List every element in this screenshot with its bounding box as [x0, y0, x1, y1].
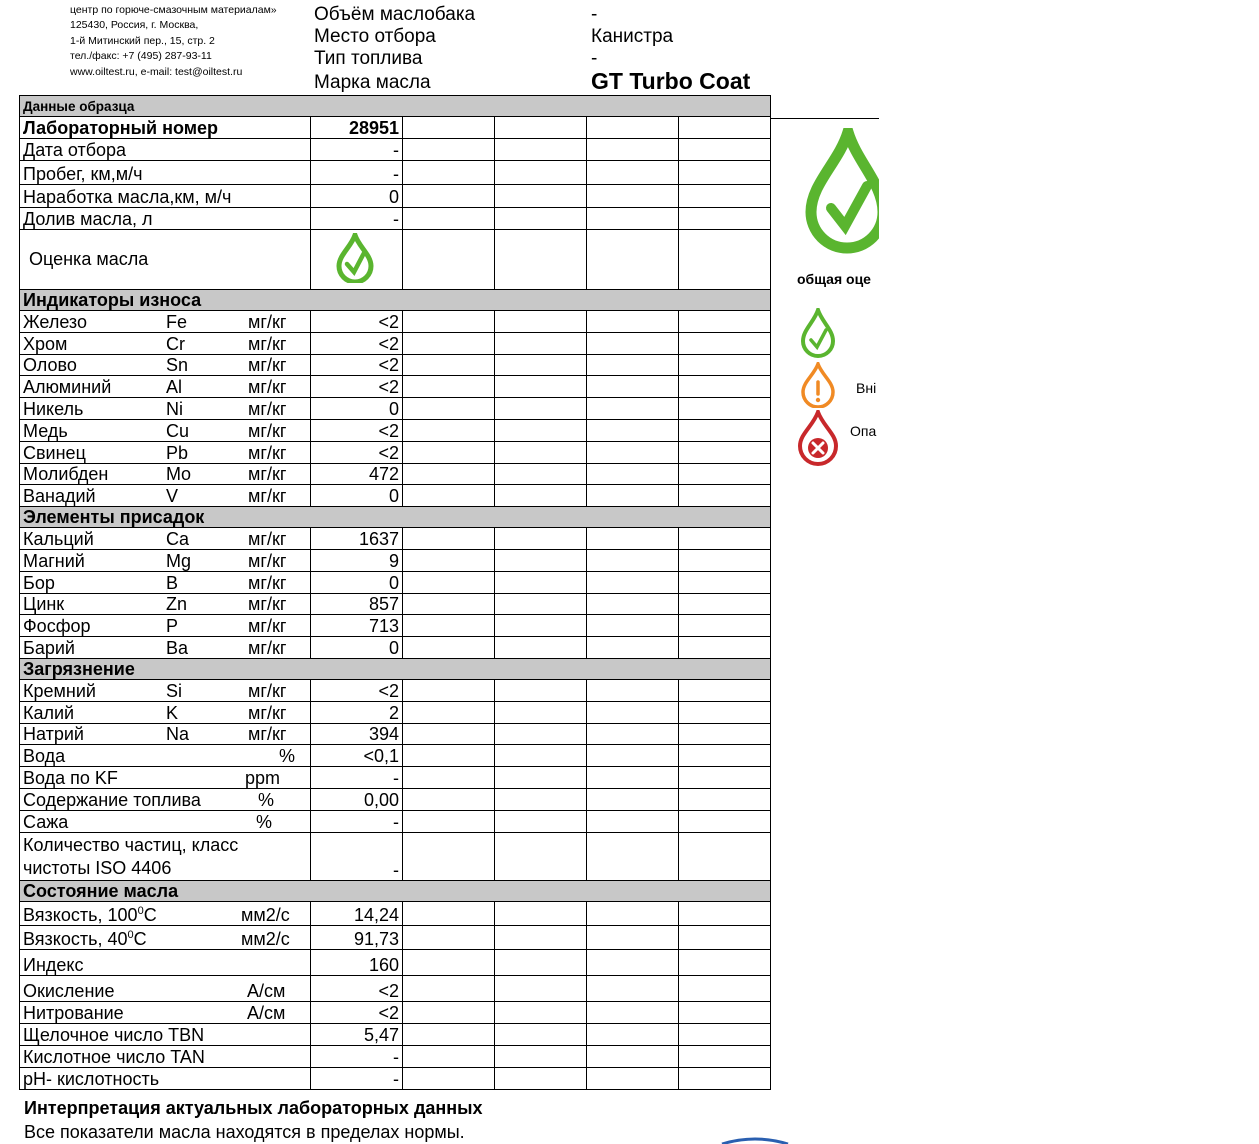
table-row — [20, 549, 771, 571]
element-symbol: Pb — [166, 442, 189, 463]
row-value: 0,00 — [311, 789, 403, 811]
element-symbol: Si — [166, 680, 183, 701]
viscosity-name: Вязкость, 100 — [23, 905, 138, 926]
legend-ok-drop-icon — [800, 308, 836, 358]
table-row — [20, 679, 771, 701]
element-symbol: Fe — [166, 311, 188, 332]
row-value: 0 — [311, 571, 403, 593]
table-row — [20, 811, 771, 833]
table-row — [20, 637, 771, 659]
table-row — [20, 1046, 771, 1068]
row-value: - — [311, 139, 403, 161]
row-label-cell — [20, 593, 311, 615]
row-label-cell — [20, 1068, 311, 1090]
tank-volume-label: Объём маслобака — [314, 4, 476, 25]
degree-sup: 0 — [137, 905, 144, 918]
legend-attention-label: Вні — [856, 380, 877, 396]
row-value: <2 — [311, 419, 403, 441]
company-line: 125430, Россия, г. Москва, — [70, 19, 199, 32]
row-name: Нитрование — [23, 1003, 124, 1024]
row-label-cell — [20, 701, 311, 723]
row-name: Окисление — [23, 981, 115, 1002]
row-label-cell — [20, 1046, 311, 1068]
particles-label-cell — [20, 833, 311, 881]
viscosity-unit: мм2/с — [241, 929, 290, 950]
row-label-cell — [20, 398, 311, 420]
section-header-contamination — [20, 658, 771, 679]
table-row — [20, 419, 771, 441]
particles-row — [20, 833, 771, 881]
table-row — [20, 311, 771, 333]
row-label-cell — [20, 745, 311, 767]
element-symbol: Cu — [166, 420, 190, 441]
element-name: Цинк — [23, 594, 65, 615]
element-unit: мг/кг — [248, 355, 287, 376]
row-label-cell — [20, 485, 311, 507]
row-value: - — [311, 208, 403, 230]
element-symbol: K — [166, 702, 179, 723]
ok-drop-icon — [335, 233, 375, 283]
row-label-cell — [20, 1002, 311, 1024]
row-name: Содержание топлива — [23, 790, 201, 811]
element-name: Никель — [23, 398, 84, 419]
element-symbol: P — [166, 616, 179, 637]
row-label-cell — [20, 950, 311, 976]
element-unit: мг/кг — [248, 550, 287, 571]
viscosity-label-cell — [20, 902, 311, 926]
legend-danger-drop-icon — [797, 410, 839, 466]
row-value: 394 — [311, 723, 403, 745]
company-line: тел./факс: +7 (495) 287-93-11 — [70, 50, 212, 63]
element-name: Ванадий — [23, 486, 96, 507]
oil-brand-label: Марка масла — [314, 72, 431, 93]
table-row — [20, 528, 771, 550]
row-value: - — [311, 1046, 403, 1068]
element-unit: мг/кг — [248, 398, 287, 419]
element-unit: мг/кг — [248, 486, 287, 507]
section-title: Загрязнение — [20, 658, 771, 679]
celsius: С — [133, 929, 147, 950]
row-label-cell — [20, 571, 311, 593]
element-unit: мг/кг — [248, 724, 287, 745]
viscosity-value: 91,73 — [311, 926, 403, 950]
element-name: Молибден — [23, 464, 109, 485]
element-unit: мг/кг — [248, 333, 287, 354]
element-unit: мг/кг — [248, 594, 287, 615]
section-header-wear — [20, 290, 771, 311]
row-label-cell — [20, 976, 311, 1002]
table-row — [20, 161, 771, 185]
row-label-cell — [20, 332, 311, 354]
element-symbol: Ba — [166, 637, 189, 658]
row-value: - — [311, 811, 403, 833]
table-row — [20, 1024, 771, 1046]
degree-sup: 0 — [127, 929, 134, 942]
row-unit: ppm — [245, 768, 281, 789]
interpretation-title: Интерпретация актуальных лабораторных данных — [24, 1098, 483, 1118]
row-label-cell — [20, 637, 311, 659]
table-row — [20, 1002, 771, 1024]
element-name: Бор — [23, 572, 55, 593]
row-label-cell — [20, 1024, 311, 1046]
element-symbol: Na — [166, 724, 190, 745]
row-name: Кислотное число TAN — [23, 1047, 205, 1068]
section-title: Данные образца — [20, 96, 771, 117]
element-name: Кремний — [23, 680, 96, 701]
celsius: С — [143, 905, 157, 926]
element-name: Барий — [23, 637, 75, 658]
row-label-cell — [20, 528, 311, 550]
table-row — [20, 485, 771, 507]
viscosity-name: Вязкость, 40 — [23, 929, 128, 950]
row-value: <2 — [311, 311, 403, 333]
element-name: Хром — [23, 333, 68, 354]
table-row — [20, 767, 771, 789]
row-value: 160 — [311, 950, 403, 976]
row-label: Наработка масла,км, м/ч — [20, 185, 311, 208]
row-label-cell — [20, 723, 311, 745]
row-value: 857 — [311, 593, 403, 615]
row-label-cell — [20, 679, 311, 701]
element-name: Свинец — [23, 442, 86, 463]
row-value: 0 — [311, 485, 403, 507]
element-name: Алюминий — [23, 377, 112, 398]
row-label: Дата отбора — [20, 139, 311, 161]
row-value: 5,47 — [311, 1024, 403, 1046]
section-title: Индикаторы износа — [20, 290, 771, 311]
row-value: <2 — [311, 354, 403, 376]
element-unit: мг/кг — [248, 420, 287, 441]
section-title: Элементы присадок — [20, 507, 771, 528]
element-symbol: Zn — [166, 594, 188, 615]
row-value: 0 — [311, 185, 403, 208]
row-name: pH- кислотность — [23, 1069, 160, 1090]
table-row — [20, 571, 771, 593]
table-row — [20, 376, 771, 398]
legend-danger-label: Опа — [850, 423, 877, 439]
particles-label-line: чистоты ISO 4406 — [23, 858, 172, 879]
row-label-cell — [20, 311, 311, 333]
row-label-cell — [20, 811, 311, 833]
element-symbol: Sn — [166, 355, 189, 376]
viscosity-label — [23, 902, 241, 925]
header-divider — [771, 118, 879, 119]
element-symbol: Mg — [166, 550, 192, 571]
company-info — [70, 3, 277, 80]
table-row — [20, 332, 771, 354]
row-label-cell — [20, 767, 311, 789]
element-unit: мг/кг — [248, 528, 287, 549]
section-title: Состояние масла — [20, 881, 771, 902]
section-header-condition — [20, 881, 771, 902]
sampling-place-value: Канистра — [591, 26, 674, 47]
table-row — [20, 185, 771, 208]
element-symbol: Ca — [166, 528, 190, 549]
table-row — [20, 976, 771, 1002]
row-value: <2 — [311, 679, 403, 701]
viscosity-value: 14,24 — [311, 902, 403, 926]
element-symbol: Mo — [166, 464, 192, 485]
legend-warning-drop-icon — [800, 362, 836, 408]
element-name: Фосфор — [23, 616, 91, 637]
row-value: - — [311, 161, 403, 185]
particles-value: - — [311, 833, 403, 881]
row-label-cell — [20, 549, 311, 571]
element-unit: мг/кг — [248, 377, 287, 398]
row-unit: А/см — [247, 1003, 286, 1024]
viscosity-unit: мм2/с — [241, 905, 290, 926]
oil-rating-cell — [311, 230, 403, 290]
row-name: Вода по KF — [23, 768, 118, 789]
element-unit: мг/кг — [248, 572, 287, 593]
viscosity-row — [20, 926, 771, 950]
viscosity-row — [20, 902, 771, 926]
row-value: <2 — [311, 376, 403, 398]
oil-brand-value: GT Turbo Coat — [591, 68, 751, 94]
viscosity-label-cell — [20, 926, 311, 950]
company-line: центр по горюче-смазочным материалам» — [70, 4, 277, 16]
table-row — [20, 1068, 771, 1090]
table-row — [20, 615, 771, 637]
element-name: Магний — [23, 550, 85, 571]
row-name: Щелочное число TBN — [23, 1025, 205, 1046]
row-value: 713 — [311, 615, 403, 637]
lab-number-label: Лабораторный номер — [20, 117, 311, 139]
row-label-cell — [20, 354, 311, 376]
row-value: - — [311, 1068, 403, 1090]
viscosity-label — [23, 926, 241, 949]
element-symbol: Ni — [166, 398, 183, 419]
company-line: www.oiltest.ru, e-mail: test@oiltest.ru — [70, 65, 243, 78]
element-symbol: V — [166, 486, 179, 507]
table-row — [20, 593, 771, 615]
oil-rating-row — [20, 230, 771, 290]
row-label-cell — [20, 615, 311, 637]
row-value: <2 — [311, 441, 403, 463]
row-value: <0,1 — [311, 745, 403, 767]
element-symbol: B — [166, 572, 179, 593]
element-unit: мг/кг — [248, 616, 287, 637]
row-label-cell — [20, 419, 311, 441]
element-symbol: Al — [166, 377, 183, 398]
row-value: <2 — [311, 976, 403, 1002]
row-value: <2 — [311, 332, 403, 354]
row-label-cell — [20, 789, 311, 811]
lab-number-row — [20, 117, 771, 139]
row-name: Индекс — [23, 955, 84, 976]
row-unit: % — [279, 746, 296, 767]
oil-rating-label: Оценка масла — [20, 230, 311, 290]
table-row — [20, 723, 771, 745]
row-value: 2 — [311, 701, 403, 723]
table-row — [20, 208, 771, 230]
row-label-cell — [20, 441, 311, 463]
row-label: Долив масла, л — [20, 208, 311, 230]
table-row — [20, 701, 771, 723]
tank-volume-value: - — [591, 4, 598, 25]
table-row — [20, 950, 771, 976]
row-value: 472 — [311, 463, 403, 485]
lab-number-value: 28951 — [311, 117, 403, 139]
element-unit: мг/кг — [248, 311, 287, 332]
element-name: Натрий — [23, 724, 84, 745]
analysis-table — [19, 95, 771, 1090]
fuel-type-label: Тип топлива — [314, 48, 423, 69]
element-unit: мг/кг — [248, 637, 287, 658]
section-header-sample — [20, 96, 771, 117]
element-name: Медь — [23, 420, 68, 441]
table-row — [20, 441, 771, 463]
row-name: Вода — [23, 746, 66, 767]
element-name: Кальций — [23, 528, 94, 549]
row-label: Пробег, км,м/ч — [20, 161, 311, 185]
row-value: 9 — [311, 549, 403, 571]
element-unit: мг/кг — [248, 702, 287, 723]
overall-rating-label: общая оце — [797, 271, 871, 287]
row-unit: А/см — [247, 981, 286, 1002]
table-row — [20, 398, 771, 420]
overall-ok-drop-icon — [803, 128, 879, 258]
table-row — [20, 745, 771, 767]
table-row — [20, 139, 771, 161]
row-value: - — [311, 767, 403, 789]
element-symbol: Cr — [166, 333, 185, 354]
section-header-additives — [20, 507, 771, 528]
element-unit: мг/кг — [248, 464, 287, 485]
row-unit: % — [256, 812, 273, 833]
table-row — [20, 789, 771, 811]
row-value: <2 — [311, 1002, 403, 1024]
element-unit: мг/кг — [248, 680, 287, 701]
table-row — [20, 354, 771, 376]
element-unit: мг/кг — [248, 442, 287, 463]
row-label-cell — [20, 463, 311, 485]
element-name: Олово — [23, 355, 77, 376]
element-name: Железо — [23, 311, 87, 332]
interpretation-text: Все показатели масла находятся в пределах нормы. — [24, 1122, 465, 1142]
fuel-type-value: - — [591, 48, 598, 69]
row-value: 0 — [311, 637, 403, 659]
particles-label-line: Количество частиц, класс — [23, 835, 239, 856]
row-name: Сажа — [23, 812, 69, 833]
sampling-place-label: Место отбора — [314, 26, 436, 47]
row-unit: % — [258, 790, 275, 811]
row-value: 1637 — [311, 528, 403, 550]
company-line: 1-й Митинский пер., 15, стр. 2 — [70, 34, 215, 47]
row-value: 0 — [311, 398, 403, 420]
row-label-cell — [20, 376, 311, 398]
element-name: Калий — [23, 702, 75, 723]
table-row — [20, 463, 771, 485]
